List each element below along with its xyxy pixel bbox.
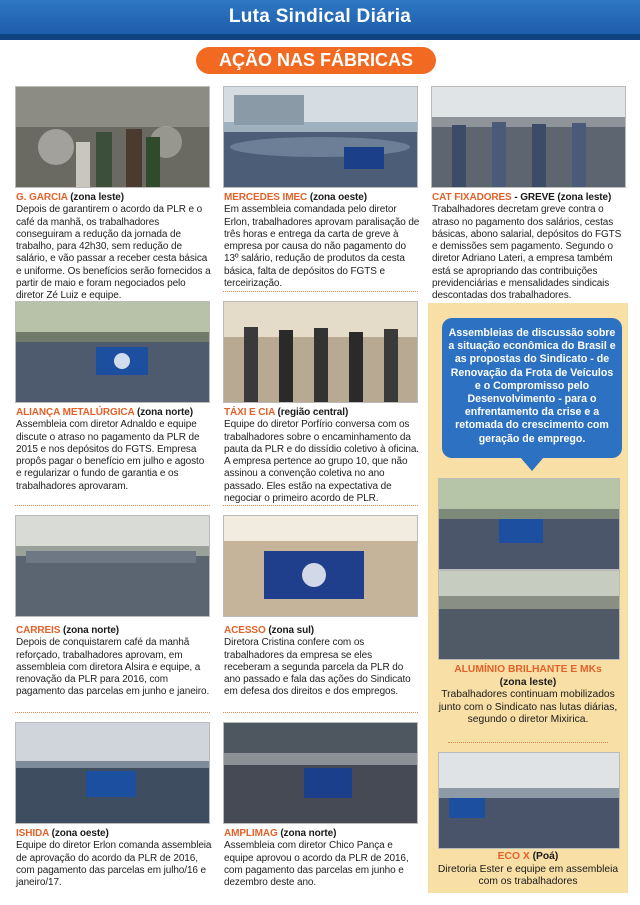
company-name: ACESSO [224,625,266,636]
company-name: CAT FIXADORES [432,192,512,203]
company-zone: - GREVE (zona leste) [511,192,612,203]
company-zone: (zona oeste) [307,192,367,203]
company-zone: (região central) [274,407,349,418]
article-body: Em assembleia comandada pelo diretor Erlon, trabalhadores aprovam paralisação de três horas e entrega da carta de greve à empresa por causa do não pagamento do 13º salário, redução de produtos da cesta básica, falta de depósitos do FGTS e terceirização. [224,204,420,290]
photo-g-garcia [15,86,210,188]
photo-acesso [223,515,418,617]
company-name: TÁXI E CIA [224,407,275,418]
article-body: Trabalhadores decretam greve contra o atraso no pagamento dos salários, cestas básicas, abono salarial, depósitos do FGTS e demissões sem pagamento. Segundo o diretor Adriano Lateri, a empresa também está se apropriando das contribuições previdenciárias e mensalidades sindicais descontadas dos trabalhadores. [432,204,622,302]
article-heading [224,192,420,204]
sidebar-aluminio [436,664,620,727]
article-body: Equipe do diretor Erlon comanda assembleia de aprovação do acordo da PLR de 2016, com pagamento das parcelas em julho/16 e janeiro/17. [16,840,212,889]
article-acesso [224,625,420,699]
company-zone: (zona leste) [499,676,557,688]
article-body: Diretoria Ester e equipe em assembleia com os trabalhadores [437,863,619,888]
article-body: Depois de garantirem o acordo da PLR e o café da manhã, os trabalhadores conseguiram a redução da jornada de trabalho, para 42h30, sem redução de salário, e vão passar a receber cesta básica e uniforme. Os benefícios serão fornecidos a partir de maio e foram negociados pelo diretor Zé Luiz e equipe. [16,204,211,302]
article-heading [224,625,420,637]
divider [223,712,418,713]
article-body: Diretora Cristina confere com os trabalhadores da empresa se eles receberam a segunda parcela da PLR do ano passado e fala das ações do Sindicato em defesa dos direitos e dos empregos. [224,637,411,698]
company-name: ALIANÇA METALÚRGICA [16,407,135,418]
photo-carreis [15,515,210,617]
photo-aluminio-2 [438,570,620,660]
company-name: ECO X [497,851,530,862]
photo-aluminio-1 [438,478,620,570]
photo-amplimag [223,722,418,824]
article-heading [224,828,420,840]
article-heading [16,407,212,419]
divider [223,291,418,292]
article-carreis [16,625,212,699]
article-heading [16,192,212,204]
article-body: Equipe do diretor Porfírio conversa com os trabalhadores sobre o encaminhamento da pauta da PLR e do dissídio coletivo à oficina. A empresa pertence ao grupo 10, que não assinou a convenção coletiva no ano passado. Eles estão na expectativa de negociar o primeiro acordo de PLR. [224,419,419,505]
article-heading [432,192,628,204]
article-taxi-e-cia [224,407,420,505]
company-zone: (zona sul) [265,625,314,636]
article-amplimag [224,828,420,889]
company-name: AMPLIMAG [224,828,278,839]
photo-taxi-e-cia [223,301,418,403]
header-underline [0,34,640,40]
company-zone: (zona norte) [277,828,337,839]
sidebar-eco-x [436,851,620,889]
company-zone: (zona leste) [67,192,125,203]
divider [448,742,608,743]
divider [223,505,418,506]
company-zone: (zona norte) [134,407,193,418]
company-name: MERCEDES IMEC [224,192,308,203]
article-mercedes-imec [224,192,420,290]
article-cat-fixadores [432,192,628,303]
article-body: Depois de conquistarem café da manhã reforçado, trabalhadores aprovam, em assembleia com diretora Alsira e equipe, a renovação da PLR para 2016, com pagamento das parcelas em junho e janeiro. [16,637,210,698]
article-body: Trabalhadores continuam mobilizados junto com o Sindicato nas lutas diárias, segundo o diretor Mixirica. [438,689,618,726]
company-zone: (Poá) [529,851,559,862]
callout-box: Assembleias de discussão sobre a situação econômica do Brasil e as propostas do Sindicato - de Renovação da Frota de Veículos e o Compromisso pelo Desenvolvimento - para o enfrentamento da crise e a retomada do crescimento com geração de emprego. [442,318,622,458]
divider [15,712,210,713]
article-heading [16,625,212,637]
company-zone: (zona oeste) [48,828,109,839]
page-title: Luta Sindical Diária [228,6,412,27]
article-alianca-metalurgica [16,407,212,493]
article-heading [224,407,420,419]
company-name: ALUMÍNIO BRILHANTE E MKs [454,664,602,675]
photo-alianca-metalurgica [15,301,210,403]
photo-eco-x [438,752,620,849]
company-name: ISHIDA [16,828,49,839]
company-name: G. GARCIA [16,192,68,203]
photo-cat-fixadores [431,86,626,188]
company-zone: (zona norte) [60,625,120,636]
page-header [0,0,640,40]
photo-mercedes-imec [223,86,418,188]
divider [15,505,210,506]
article-body: Assembleia com diretor Adnaldo e equipe discute o atraso no pagamento da PLR de 2015 e nos depósitos do FGTS. Empresa propôs pagar o benefício em julho e agosto e regularizar o fundo de garantia e os trabalhadores aprovaram. [16,419,205,492]
article-ishida [16,828,212,889]
article-body: Assembleia com diretor Chico Pança e equipe aprovou o acordo da PLR de 2016, com pagamento das parcelas em junho e dezembro deste ano. [224,840,409,889]
section-title: AÇÃO NAS FÁBRICAS [196,47,436,74]
article-heading [16,828,212,840]
photo-ishida [15,722,210,824]
callout-tail [520,457,544,471]
company-name: CARREIS [16,625,61,636]
article-g-garcia [16,192,212,303]
